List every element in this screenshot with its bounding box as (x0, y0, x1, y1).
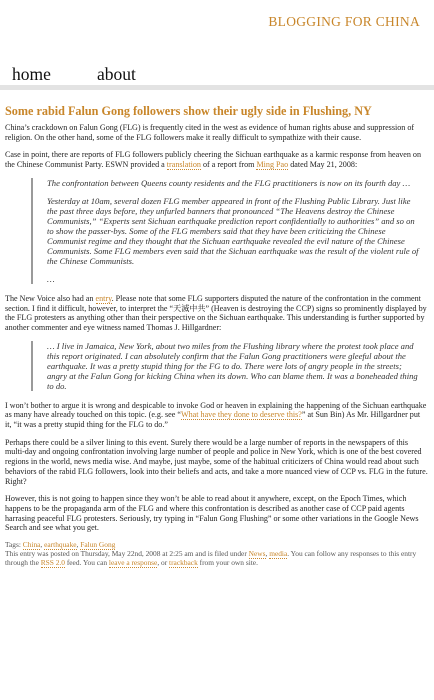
sun-bin-article-link[interactable]: What have they done to deserve this? (180, 410, 302, 420)
tag-link[interactable]: China (22, 540, 41, 550)
post-content (5, 123, 428, 567)
tag-link[interactable]: earthquake (44, 540, 77, 550)
text: . You can follow any responses to this entry through the (5, 548, 417, 567)
text: . Please note that some FLG supporters disputed the nature of the confrontation in the comment section. I find it difficult, however, to interpret the “天滅中共” (Heaven is destroying the CCP) signs so prominently displayed by the FLG protesters as anything other than their perspective on the Sichuan earthquake. This understanding is further supported by another commenter and eye witness named Thomas J. Hillgardner: (5, 293, 427, 332)
nav-divider (0, 85, 434, 90)
text: Case in point, there are reports of FLG followers publicly cheering the Sichuan earthquake as a karmic response from heaven on the Chinese Communist Party. ESWN provided a (5, 150, 422, 170)
tags-label: Tags: (5, 540, 23, 550)
text: ” at Sun Bin) As Mr. Hillgardner put it, “it was a pretty stupid thing for the FLG to do.” (5, 410, 421, 430)
entry-link[interactable]: entry (95, 293, 112, 303)
nav-home-link[interactable]: home (12, 64, 51, 84)
quote-ming-pao (31, 178, 428, 284)
paragraph-intro: China’s crackdown on Falun Gong (FLG) is frequently cited in the west as evidence of human rights abuse and suppression of religion. On the other hand, some of the FLG followers make it really difficult to sympathize with their cause. (5, 123, 415, 142)
paragraph-silver-lining: Perhaps there could be a silver lining to this event. Surely there would be a large number of reports in the newspapers of this multi-day and ongoing confrontation involving large number of people and police in New York, which is one of the best covered regions in the world, news media wise. And maybe, just maybe, some of the habitual criticizers of China would read about such behaviors of the rabid FLG followers, look into their beliefs and acts, and take a more nuanced view of CCP vs. FLG in the future. Right? (5, 437, 428, 486)
quote-paragraph: … (47, 273, 55, 284)
quote-paragraph: … I live in Jamaica, New York, about two miles from the Flushing library where the protest took place and this report originated. I can absolutely confirm that the Falun Gong practitioners were gleeful about the earthquake. It was a pretty stupid thing for the FG to do. There were lots of angry people in the streets; angry at the Falun Gong for kicking China when its down. Who can blame them. It was a boneheaded thing to do. (47, 340, 418, 391)
paragraph-epoch-times: However, this is not going to happen since they won’t be able to read about it anywhere, except, on the Epoch Times, which happens to be the propaganda arm of the FLG and where this confrontation is described as another case of CCP paid agents harrasing peaceful FLG protesters. Seriously, try typing in “Falun Gong Flushing” or some other variations in the Google News Search and see what you get. (5, 494, 419, 533)
text: , (265, 548, 270, 558)
tag-link[interactable]: Falun Gong (80, 540, 116, 550)
quote-hillgardner (31, 341, 428, 391)
ming-pao-link[interactable]: Ming Pao (256, 160, 289, 170)
trackback-link[interactable]: trackback (169, 557, 198, 567)
quote-paragraph: Yesterday at 10am, several dozen FLG member appeared in front of the Flushing Public Library. Just like the past three days before, they unfurled banners that pronounced “The Heavens destroy the Chinese Communists,” “Experts sent Sichuan earthquake prediction report confidentially to authorities” and so on to show the passer-bys. Some of the FLG members said that they have been criticizing the Chinese Communist regime and they thought that the Sichuan earthquake revealed the evil nature of the Chinese Communists. Some FLG members even said that the Sichuan earthquake was the result of the violent rule of the Chinese Communists. (47, 195, 419, 266)
paragraph-new-voice (5, 294, 428, 333)
tags-line: Tags: China, earthquake, Falun Gong (5, 540, 116, 550)
rss-link[interactable]: RSS 2.0 (40, 557, 65, 567)
text: of a report from (200, 160, 257, 170)
translation-link[interactable]: translation (166, 160, 201, 170)
entry-info (5, 550, 428, 568)
leave-response-link[interactable]: leave a response (108, 557, 158, 567)
text: I won’t bother to argue it is wrong and despicable to invoke God or heaven in explaining the happening of the Sichuan earthquake as many have already touched on this topic. (e.g. see “ (5, 400, 427, 420)
text: , or (157, 557, 170, 567)
nav-bar (0, 60, 434, 94)
paragraph-case-in-point (5, 150, 428, 169)
text: dated May 21, 2008: (288, 160, 358, 170)
category-link[interactable]: News (248, 548, 266, 558)
text: from your own site. (197, 557, 258, 567)
text: This entry was posted on Thursday, May 22nd, 2008 at 2:25 am and is filed under (5, 548, 249, 558)
nav-about-link[interactable]: about (97, 64, 136, 84)
text: The New Voice also had an (5, 293, 96, 303)
text: feed. You can (64, 557, 109, 567)
post-meta (5, 541, 428, 567)
quote-paragraph: The confrontation between Queens county residents and the FLG practitioners is now on its fourth day … (47, 177, 411, 188)
paragraph-argument (5, 401, 428, 430)
category-link[interactable]: media (269, 548, 288, 558)
post-title[interactable]: Some rabid Falun Gong followers show their ugly side in Flushing, NY (5, 104, 372, 118)
site-title[interactable]: BLOGGING FOR CHINA (268, 14, 420, 29)
